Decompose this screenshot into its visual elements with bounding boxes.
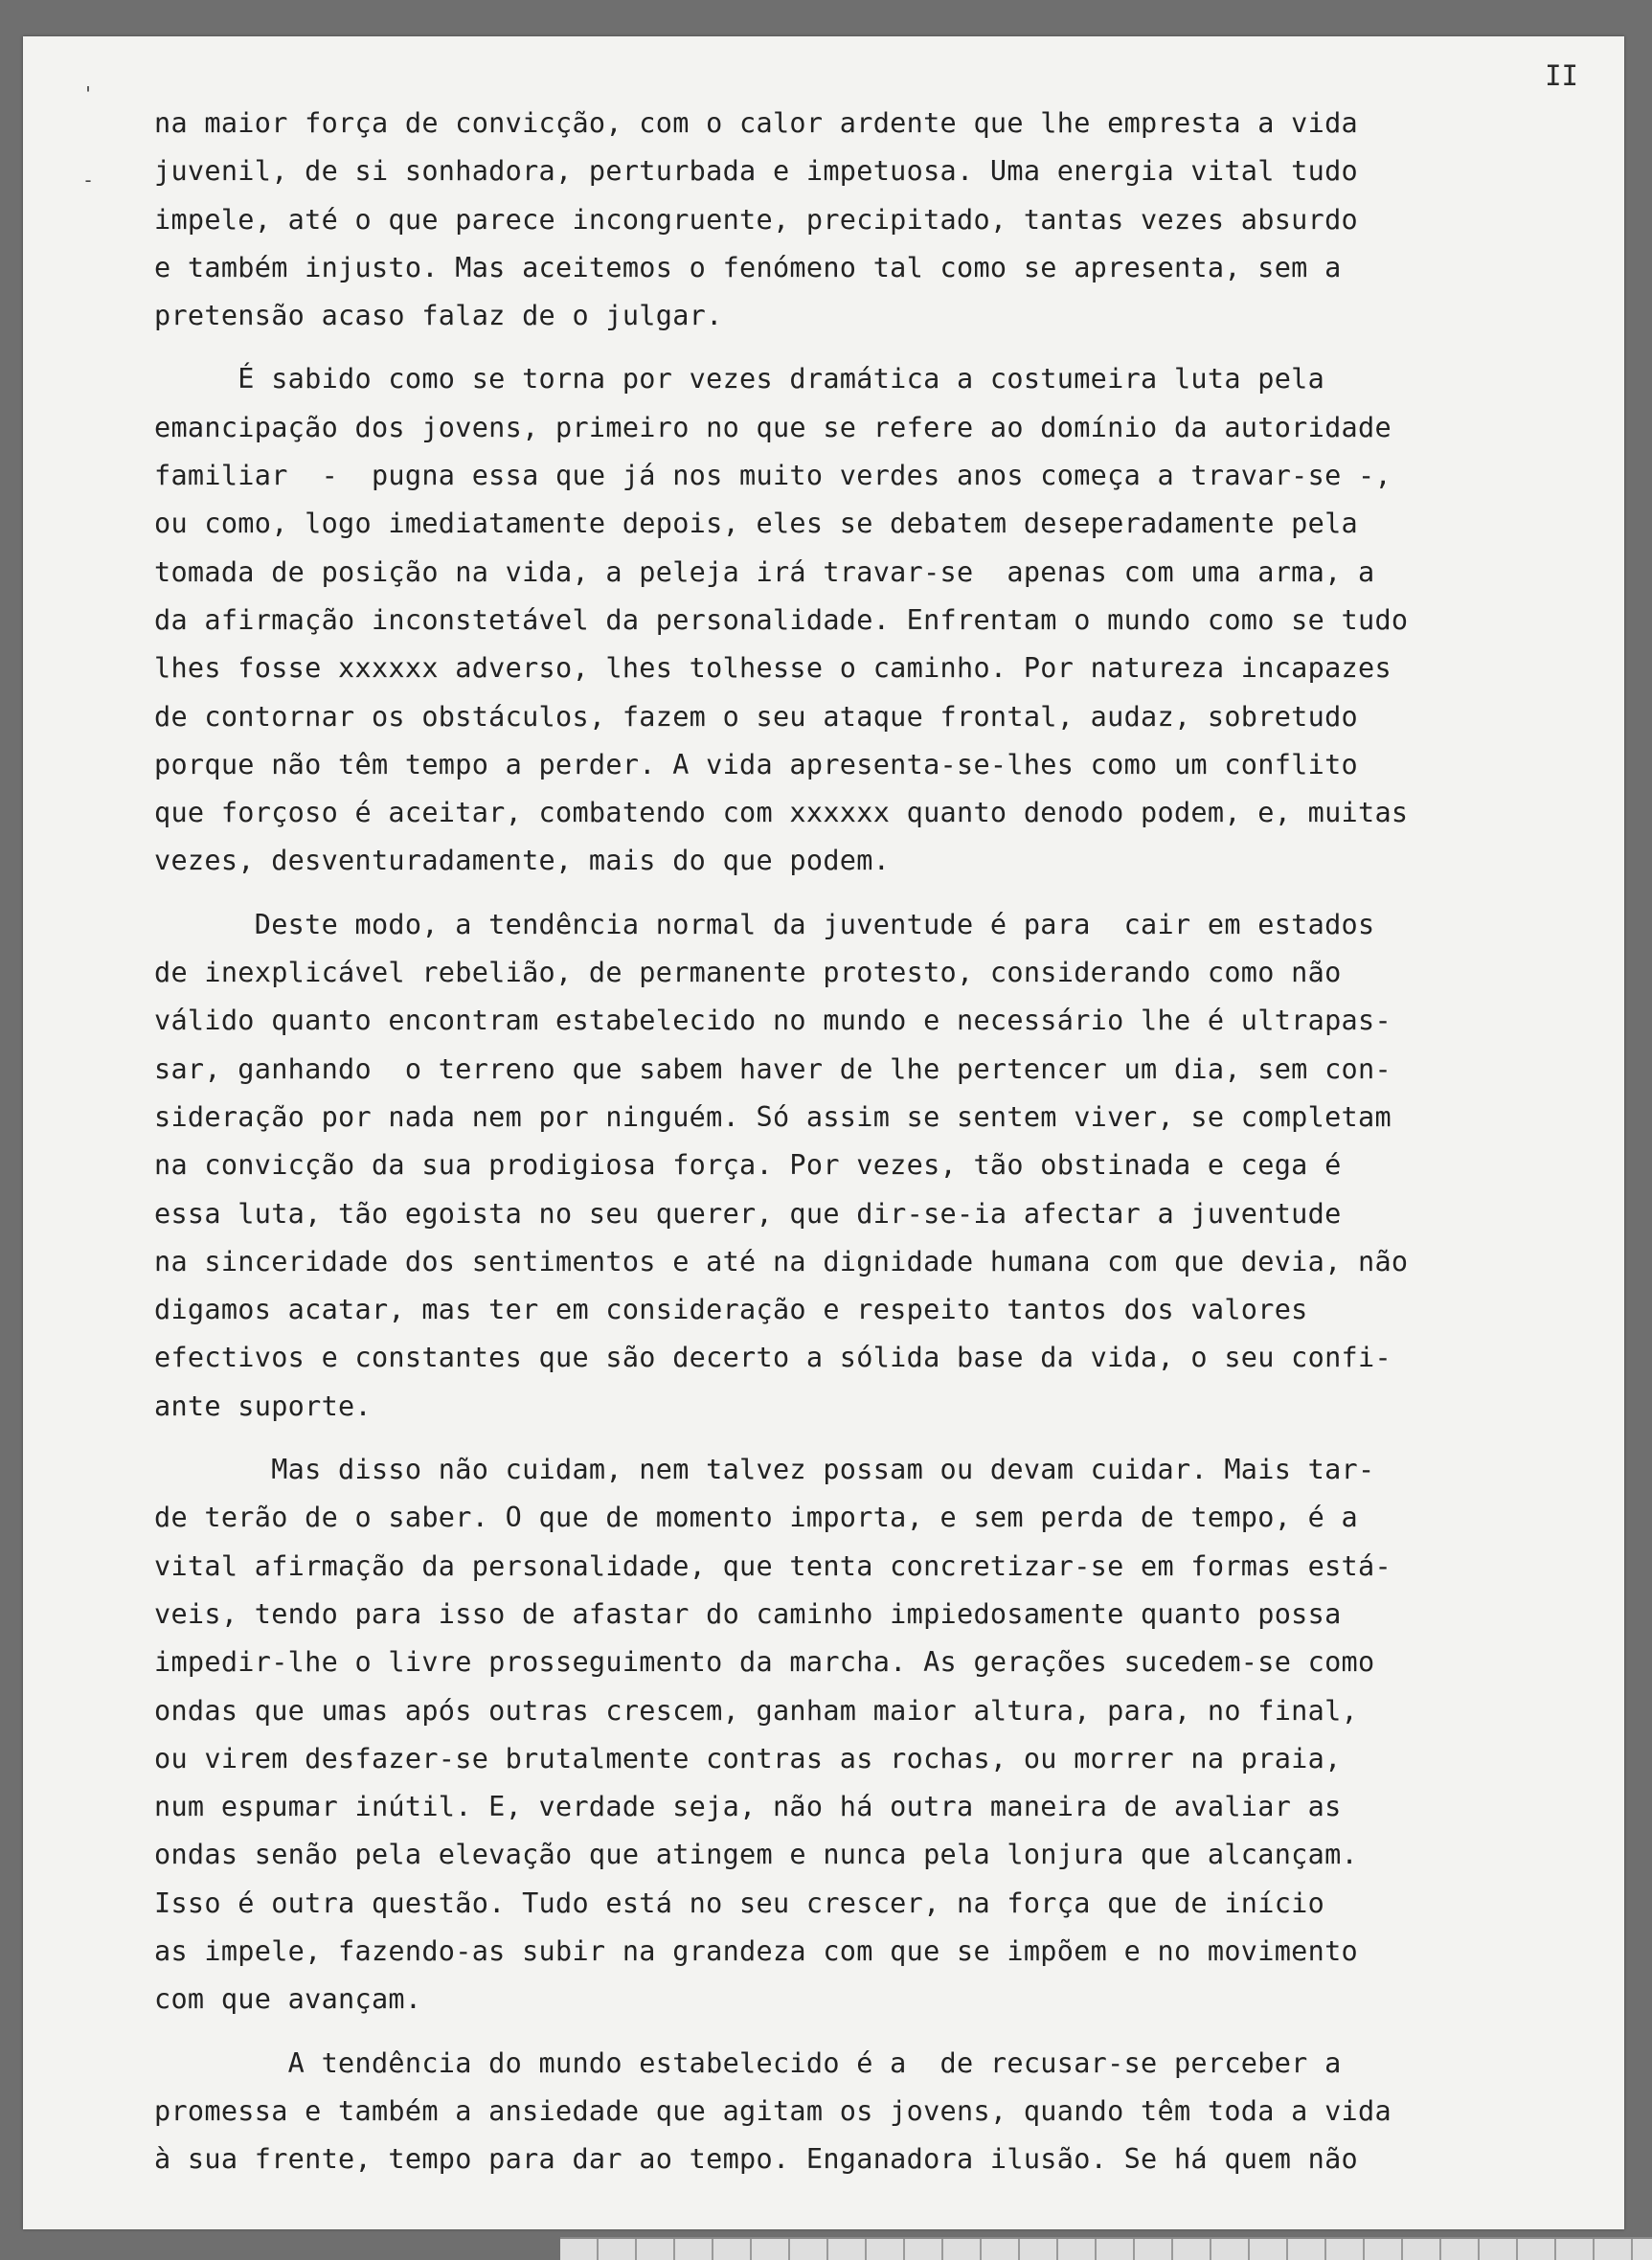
text-line: tomada de posição na vida, a peleja irá travar-se apenas com uma arma, a [154, 555, 1375, 588]
text-line: vital afirmação da personalidade, que tenta concretizar-se em formas está- [154, 1549, 1392, 1582]
paragraph [154, 100, 1610, 340]
text-line: de contornar os obstáculos, fazem o seu ataque frontal, audaz, sobretudo [154, 700, 1359, 733]
text-line: ou virem desfazer-se brutalmente contras as rochas, ou morrer na praia, [154, 1742, 1342, 1774]
typewritten-page [23, 36, 1624, 2229]
text-line: e também injusto. Mas aceitemos o fenómeno tal como se apresenta, sem a [154, 251, 1342, 283]
text-line: na sinceridade dos sentimentos e até na dignidade humana com que devia, não [154, 1245, 1409, 1277]
text-line: É sabido como se torna por vezes dramática a costumeira luta pela [154, 363, 1325, 396]
text-line: impele, até o que parece incongruente, precipitado, tantas vezes absurdo [154, 203, 1359, 236]
text-line: válido quanto encontram estabelecido no mundo e necessário lhe é ultrapas- [154, 1005, 1392, 1037]
text-line: Deste modo, a tendência normal da juventude é para cair em estados [154, 908, 1375, 940]
text-line: sideração por nada nem por ninguém. Só assim se sentem viver, se completam [154, 1100, 1392, 1133]
scale-ruler [560, 2237, 1652, 2260]
text-line: ondas que umas após outras crescem, ganham maior altura, para, no final, [154, 1694, 1359, 1727]
text-line: essa luta, tão egoista no seu querer, que dir-se-ia afectar a juventude [154, 1197, 1342, 1230]
text-line: Isso é outra questão. Tudo está no seu crescer, na força que de início [154, 1887, 1325, 1919]
text-line: porque não têm tempo a perder. A vida apresenta-se-lhes como um conflito [154, 748, 1359, 780]
text-line: juvenil, de si sonhadora, perturbada e impetuosa. Uma energia vital tudo [154, 155, 1359, 188]
text-line: da afirmação inconstetável da personalidade. Enfrentam o mundo como se tudo [154, 603, 1409, 636]
text-line: Mas disso não cuidam, nem talvez possam ou devam cuidar. Mais tar- [154, 1454, 1375, 1486]
text-line: de inexplicável rebelião, de permanente protesto, considerando como não [154, 957, 1342, 989]
text-line: digamos acatar, mas ter em consideração e respeito tantos dos valores [154, 1294, 1308, 1326]
text-line: efectivos e constantes que são decerto a sólida base da vida, o seu confi- [154, 1342, 1392, 1374]
text-line: na maior força de convicção, com o calor ardente que lhe empresta a vida [154, 107, 1359, 139]
paragraph [154, 901, 1610, 1431]
text-line: familiar - pugna essa que já nos muito verdes anos começa a travar-se -, [154, 460, 1392, 492]
text-line: vezes, desventuradamente, mais do que podem. [154, 845, 891, 877]
text-line: de terão de o saber. O que de momento importa, e sem perda de tempo, é a [154, 1502, 1359, 1534]
text-line: ou como, logo imediatamente depois, eles se debatem deseperadamente pela [154, 508, 1359, 540]
page-number: II [1545, 59, 1578, 92]
text-line: emancipação dos jovens, primeiro no que se refere ao domínio da autoridade [154, 411, 1392, 443]
paragraph [154, 2040, 1610, 2184]
text-line: ondas senão pela elevação que atingem e nunca pela lonjura que alcançam. [154, 1839, 1359, 1871]
paragraph [154, 355, 1610, 885]
text-line: promessa e também a ansiedade que agitam os jovens, quando têm toda a vida [154, 2094, 1392, 2127]
text-line: na convicção da sua prodigiosa força. Por vezes, tão obstinada e cega é [154, 1149, 1342, 1182]
body-text [154, 100, 1610, 2183]
margin-mark: ' [82, 82, 95, 105]
text-line: à sua frente, tempo para dar ao tempo. Enganadora ilusão. Se há quem não [154, 2143, 1359, 2176]
text-line: veis, tendo para isso de afastar do caminho impiedosamente quanto possa [154, 1597, 1342, 1630]
text-line: as impele, fazendo-as subir na grandeza com que se impõem e no movimento [154, 1934, 1359, 1967]
text-line: num espumar inútil. E, verdade seja, não há outra maneira de avaliar as [154, 1791, 1342, 1823]
text-line: impedir-lhe o livre prosseguimento da marcha. As gerações sucedem-se como [154, 1646, 1375, 1679]
margin-mark: - [82, 169, 95, 192]
text-line: pretensão acaso falaz de o julgar. [154, 300, 723, 332]
text-line: A tendência do mundo estabelecido é a de recusar-se perceber a [154, 2046, 1342, 2079]
paragraph [154, 1446, 1610, 2024]
text-line: com que avançam. [154, 1983, 422, 2016]
text-line: sar, ganhando o terreno que sabem haver de lhe pertencer um dia, sem con- [154, 1052, 1392, 1085]
text-line: que forçoso é aceitar, combatendo com xxxxxx quanto denodo podem, e, muitas [154, 797, 1409, 829]
text-line: ante suporte. [154, 1390, 372, 1422]
text-line: lhes fosse xxxxxx adverso, lhes tolhesse o caminho. Por natureza incapazes [154, 652, 1392, 685]
